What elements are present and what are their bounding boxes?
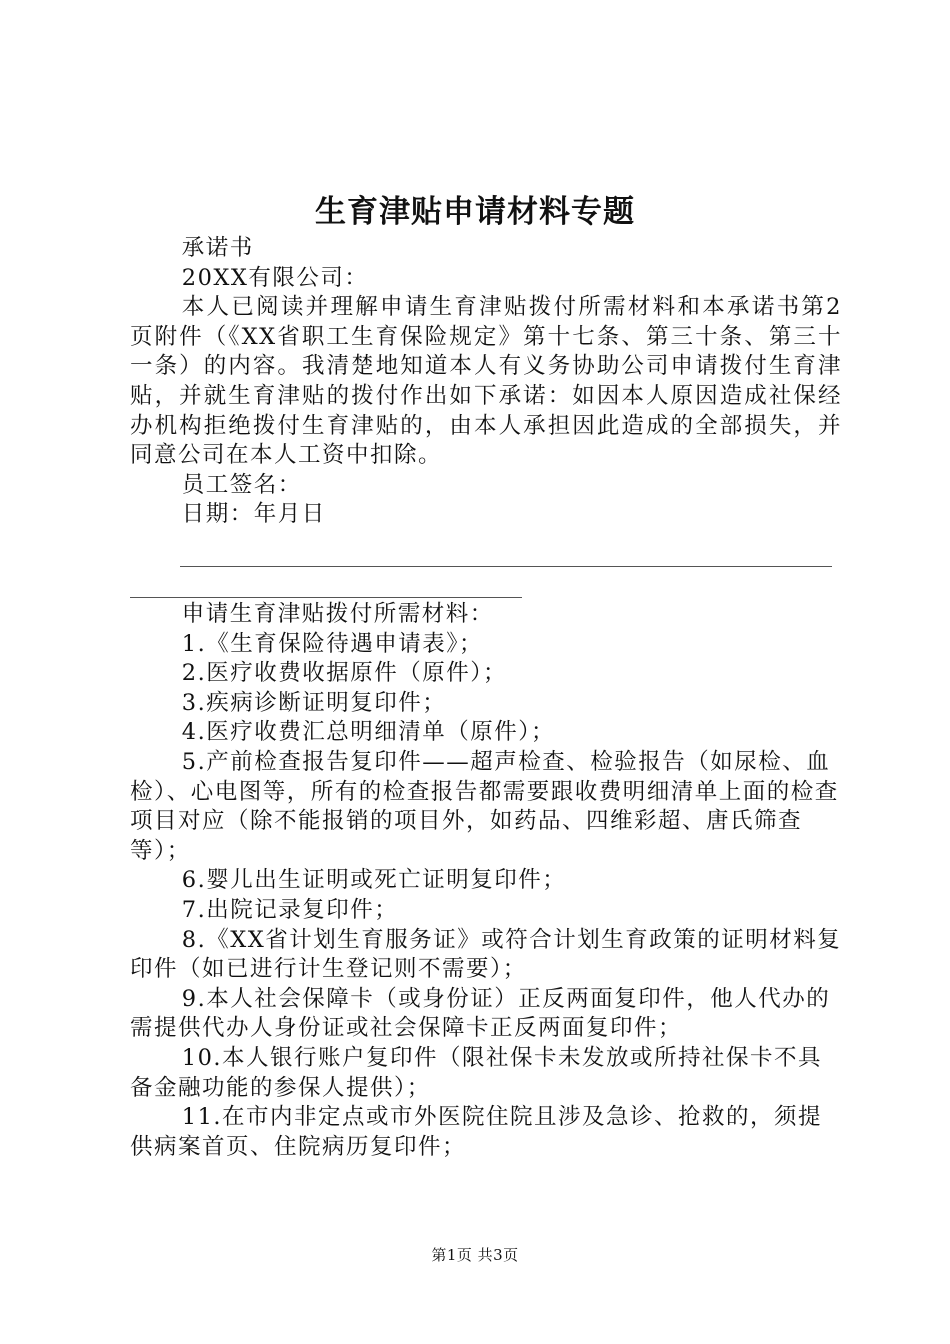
page-footer: 第1页 共3页: [431, 1246, 519, 1264]
list-item: 7.出院记录复印件；: [181, 896, 399, 923]
document-title: 生育津贴申请材料专题: [315, 194, 635, 230]
divider-line: [180, 566, 832, 567]
list-item: 6.婴儿出生证明或死亡证明复印件；: [181, 867, 567, 894]
list-item: 2.医疗收费收据原件（原件）；: [181, 660, 507, 687]
materials-heading: 申请生育津贴拨付所需材料：: [181, 601, 494, 627]
date-label: 日期：年月日: [181, 501, 326, 528]
list-item: 8.《XX省计划生育服务证》或符合计划生育政策的证明材料复印件（如已进行计生登记则不需要）；: [130, 926, 842, 983]
materials-section: [130, 600, 842, 1162]
commitment-section: [130, 234, 842, 530]
commitment-body: 本人已阅读并理解申请生育津贴拨付所需材料和本承诺书第2页附件（《XX省职工生育保险规定》第十七条、第三十条、第三十一条）的内容。我清楚地知道本人有义务协助公司申请拨付生育津贴，并就生育津贴的拨付作出如下承诺：如因本人原因造成社保经办机构拒绝拨付生育津贴的，由本人承担因此造成的全部损失，并同意公司在本人工资中扣除。: [130, 294, 842, 469]
list-item: 10.本人银行账户复印件（限社保卡未发放或所持社保卡不具备金融功能的参保人提供）；: [130, 1044, 823, 1101]
addressee: 20XX有限公司：: [181, 264, 369, 291]
list-item: 3.疾病诊断证明复印件；: [181, 689, 447, 716]
list-item: 9.本人社会保障卡（或身份证）正反两面复印件，他人代办的需提供代办人身份证或社会保障卡正反两面复印件；: [130, 985, 831, 1042]
commitment-heading: 承诺书: [181, 235, 254, 261]
list-item: 11.在市内非定点或市外医院住院且涉及急诊、抢救的，须提供病案首页、住院病历复印件；: [130, 1104, 823, 1160]
signature-label: 员工签名：: [181, 471, 302, 498]
list-item: 1.《生育保险待遇申请表》；: [181, 630, 483, 657]
list-item: 4.医疗收费汇总明细清单（原件）；: [181, 719, 555, 746]
list-item: 5.产前检查报告复印件——超声检查、检验报告（如尿检、血检）、心电图等，所有的检查报告都需要跟收费明细清单上面的检查项目对应（除不能报销的项目外，如药品、四维彩超、唐氏筛查等）；: [130, 748, 839, 864]
divider-line-short: [130, 597, 522, 598]
